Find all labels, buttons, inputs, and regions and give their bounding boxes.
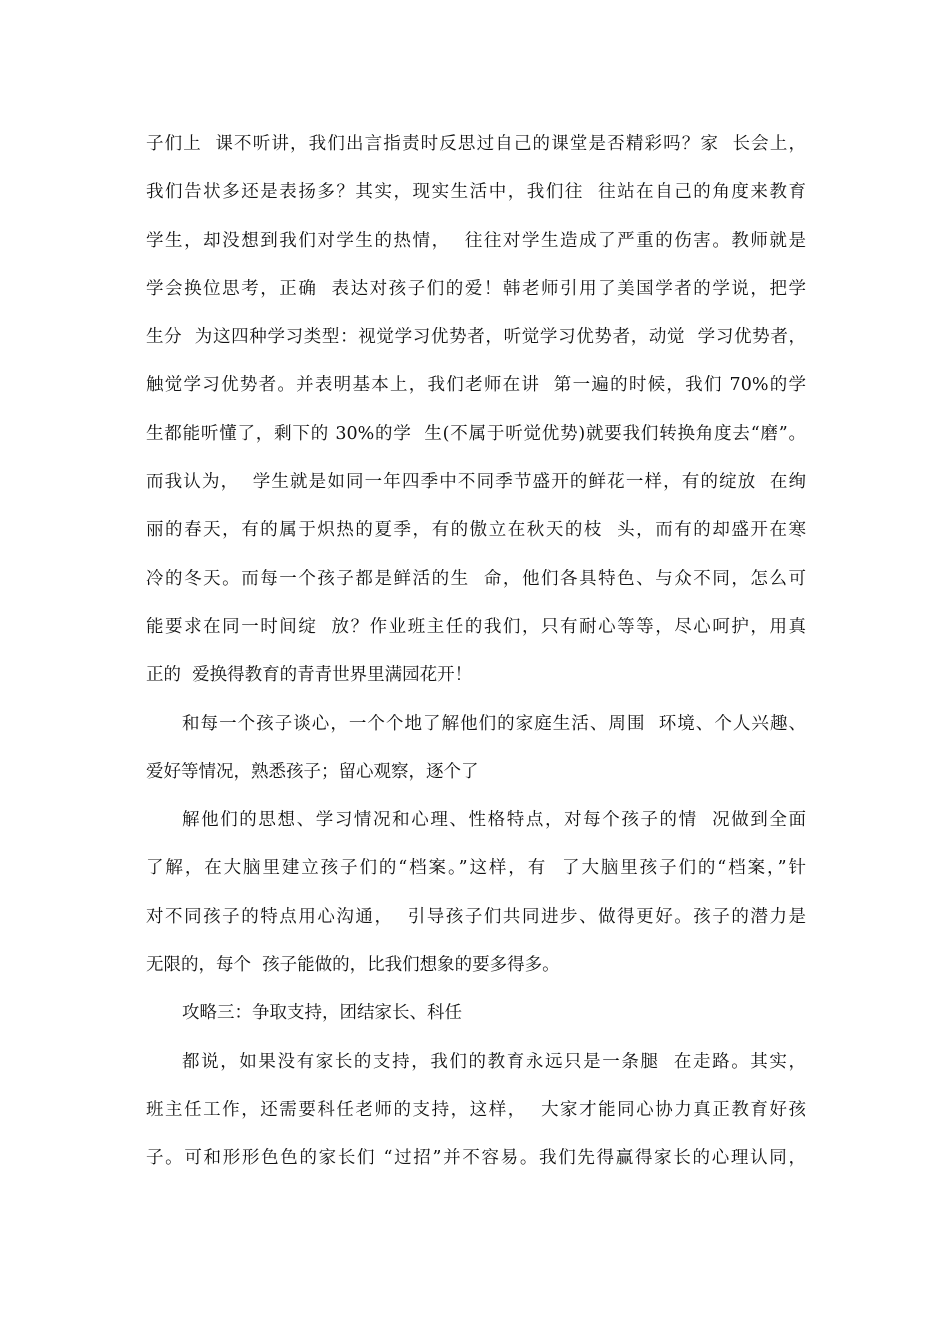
text-line: 触觉学习优势者。并表明基本上，我们老师在讲 第一遍的时候，我们 70%的学 — [146, 375, 806, 396]
text-line: 攻略三：争取支持，团结家长、科任 — [182, 1003, 462, 1024]
text-line: 我们告状多还是表扬多？其实，现实生活中，我们往 往站在自己的角度来教育 — [146, 182, 806, 203]
text-line: 正的 爱换得教育的青青世界里满园花开！ — [146, 665, 473, 686]
text-line: 班主任工作，还需要科任老师的支持，这样， 大家才能同心协力真正教育好孩 — [146, 1099, 806, 1120]
text-line: 子。可和形形色色的家长们 “过招”并不容易。我们先得赢得家长的心理认同， — [146, 1148, 806, 1169]
text-line: 爱好等情况，熟悉孩子；留心观察，逐个了 — [146, 761, 479, 782]
text-line: 而我认为， 学生就是如同一年四季中不同季节盛开的鲜花一样，有的绽放 在绚 — [146, 472, 806, 493]
text-line: 生分 为这四种学习类型：视觉学习优势者，听觉学习优势者，动觉 学习优势者， — [146, 327, 806, 348]
text-line: 学会换位思考，正确 表达对孩子们的爱！韩老师引用了美国学者的学说，把学 — [146, 278, 806, 299]
text-line: 能要求在同一时间绽 放？作业班主任的我们，只有耐心等等，尽心呵护，用真 — [146, 616, 806, 637]
text-line: 生都能听懂了，剩下的 30%的学 生(不属于听觉优势)就要我们转换角度去“磨”。 — [146, 423, 806, 444]
text-line: 子们上 课不听讲，我们出言指责时反思过自己的课堂是否精彩吗？家 长会上， — [146, 134, 806, 154]
body-text — [146, 120, 806, 1183]
text-line: 都说，如果没有家长的支持，我们的教育永远只是一条腿 在走路。其实， — [182, 1051, 806, 1072]
text-line: 冷的冬天。而每一个孩子都是鲜活的生 命，他们各具特色、与众不同，怎么可 — [146, 568, 806, 589]
text-line: 对不同孩子的特点用心沟通， 引导孩子们共同进步、做得更好。孩子的潜力是 — [146, 906, 806, 927]
text-line: 学生，却没想到我们对学生的热情， 往往对学生造成了严重的伤害。教师就是 — [146, 230, 806, 251]
text-line: 和每一个孩子谈心，一个个地了解他们的家庭生活、周围 环境、个人兴趣、 — [182, 713, 806, 734]
text-line: 丽的春天，有的属于炽热的夏季，有的傲立在秋天的枝 头，而有的却盛开在寒 — [146, 520, 806, 541]
text-line: 了解，在大脑里建立孩子们的“档案。”这样，有 了大脑里孩子们的“档案，”针 — [146, 858, 806, 879]
text-line: 无限的，每个 孩子能做的，比我们想象的要多得多。 — [146, 955, 560, 976]
text-line: 解他们的思想、学习情况和心理、性格特点，对每个孩子的情 况做到全面 — [182, 810, 806, 831]
